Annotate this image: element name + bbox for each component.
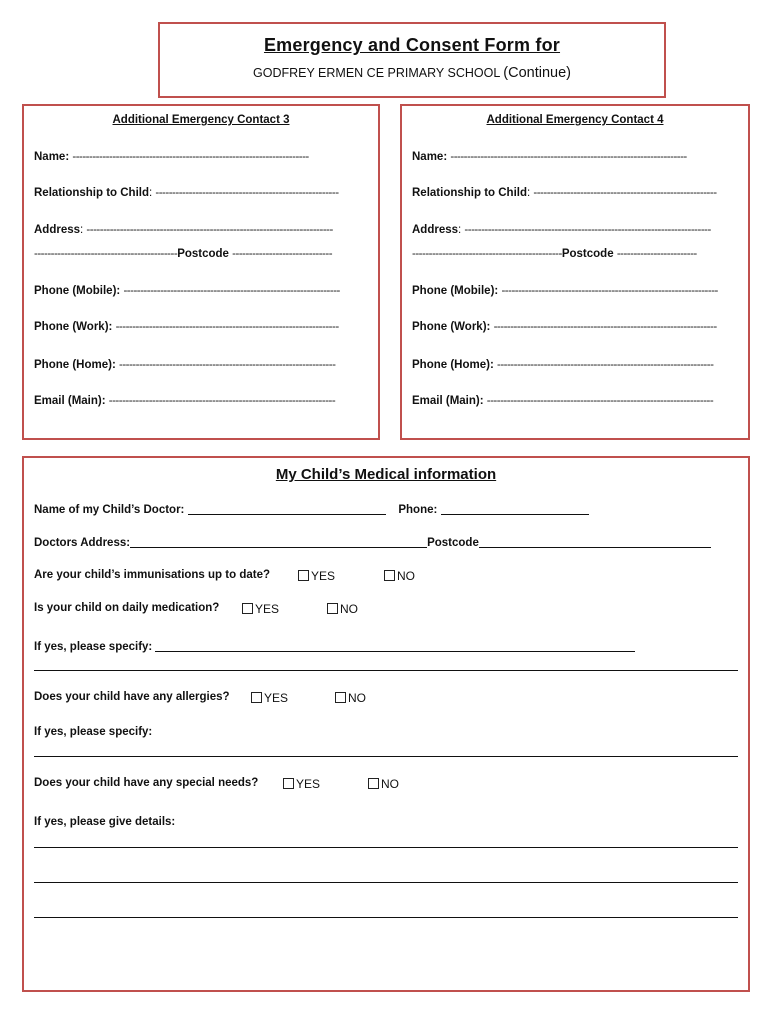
contact-4-name-field[interactable]: Name: -----------------------------------------------------------------------: [412, 151, 687, 163]
immunisations-row: [34, 569, 270, 581]
phone-mobile-label: Phone (Mobile):: [412, 285, 499, 297]
doctor-phone-input[interactable]: [441, 503, 589, 515]
contact-4-email-field[interactable]: Email (Main): --------------------------------------------------------------------: [412, 395, 714, 407]
doctors-address-row: [34, 536, 711, 549]
phone-work-label: Phone (Work):: [412, 321, 491, 333]
contact-4-address-field[interactable]: Address: --------------------------------------------------------------------------: [412, 224, 711, 236]
special-needs-question: Does your child have any special needs?: [34, 777, 259, 789]
allergies-question: Does your child have any allergies?: [34, 691, 230, 703]
yes-label: YES: [311, 569, 336, 583]
medication-row: [34, 602, 219, 614]
allergies-specify-row: [34, 726, 152, 738]
title-box: [158, 22, 666, 98]
contact-3-email-field[interactable]: Email (Main): --------------------------------------------------------------------: [34, 395, 336, 407]
contact-4-phone-home-field[interactable]: Phone (Home): -----------------------------------------------------------------: [412, 359, 714, 371]
allergies-yes-option[interactable]: [251, 691, 288, 705]
yes-label: YES: [255, 602, 280, 616]
immunisations-question: Are your child’s immunisations up to date?: [34, 569, 270, 581]
yes-label: YES: [264, 691, 289, 705]
checkbox-icon: [368, 778, 379, 789]
phone-home-label: Phone (Home):: [412, 359, 494, 371]
checkbox-icon: [251, 692, 262, 703]
school-line: [160, 65, 664, 81]
phone-work-label: Phone (Work):: [34, 321, 113, 333]
contact-4-heading: Additional Emergency Contact 4: [486, 114, 664, 126]
special-needs-row: [34, 777, 258, 789]
name-label: Name:: [34, 151, 70, 163]
school-name: GODFREY ERMEN CE PRIMARY SCHOOL: [253, 66, 500, 80]
relationship-label: Relationship to Child: [34, 187, 149, 199]
doctors-address-label: Doctors Address:: [34, 537, 131, 549]
no-label: NO: [397, 569, 415, 583]
allergies-specify-line[interactable]: [34, 756, 738, 757]
contact-4-phone-mobile-field[interactable]: Phone (Mobile): -----------------------------------------------------------------: [412, 285, 718, 297]
postcode-label: Postcode: [561, 248, 614, 260]
checkbox-icon: [283, 778, 294, 789]
emergency-contact-4-panel: [400, 104, 750, 440]
medication-specify-input[interactable]: [155, 640, 635, 652]
email-label: Email (Main):: [412, 395, 484, 407]
immunisations-no-option[interactable]: [384, 569, 415, 583]
contact-4-relationship-field[interactable]: Relationship to Child: -------------------------------------------------------: [412, 187, 717, 199]
contact-3-phone-home-field[interactable]: Phone (Home): -----------------------------------------------------------------: [34, 359, 336, 371]
doctor-name-label: Name of my Child’s Doctor:: [34, 504, 185, 516]
address-label: Address: [34, 224, 81, 236]
yes-label: YES: [296, 777, 321, 791]
allergies-specify-label: If yes, please specify:: [34, 726, 153, 738]
doctor-phone-label: Phone:: [398, 504, 438, 516]
contact-3-postcode-field[interactable]: -------------------------------------------Postcode ------------------------------: [34, 248, 333, 260]
doctor-name-row: [34, 503, 589, 516]
checkbox-icon: [335, 692, 346, 703]
doctor-name-input[interactable]: [188, 503, 386, 515]
no-label: NO: [348, 691, 366, 705]
checkbox-icon: [327, 603, 338, 614]
doctors-address-input[interactable]: [130, 536, 427, 548]
phone-mobile-label: Phone (Mobile):: [34, 285, 121, 297]
special-needs-no-option[interactable]: [368, 777, 399, 791]
special-needs-yes-option[interactable]: [283, 777, 320, 791]
medication-question: Is your child on daily medication?: [34, 602, 220, 614]
allergies-no-option[interactable]: [335, 691, 366, 705]
immunisations-yes-option[interactable]: [298, 569, 335, 583]
contact-3-relationship-field[interactable]: Relationship to Child: -------------------------------------------------------: [34, 187, 339, 199]
medication-specify-line[interactable]: [34, 670, 738, 671]
medication-specify-label: If yes, please specify:: [34, 641, 153, 653]
allergies-row: [34, 691, 230, 703]
checkbox-icon: [298, 570, 309, 581]
special-needs-details-row: [34, 816, 175, 828]
doctors-postcode-input[interactable]: [479, 536, 711, 548]
contact-4-postcode-field[interactable]: ---------------------------------------------Postcode ------------------------: [412, 248, 697, 260]
no-label: NO: [340, 602, 358, 616]
continue-label: (Continue): [503, 65, 571, 81]
contact-3-heading: Additional Emergency Contact 3: [112, 114, 290, 126]
phone-home-label: Phone (Home):: [34, 359, 116, 371]
contact-3-name-field[interactable]: Name: -----------------------------------------------------------------------: [34, 151, 309, 163]
contact-3-address-field[interactable]: Address: --------------------------------------------------------------------------: [34, 224, 333, 236]
name-label: Name:: [412, 151, 448, 163]
special-needs-details-label: If yes, please give details:: [34, 816, 176, 828]
details-line-2[interactable]: [34, 882, 738, 883]
medication-yes-option[interactable]: [242, 602, 279, 616]
doctors-postcode-label: Postcode: [427, 537, 479, 549]
form-title: Emergency and Consent Form for: [263, 35, 561, 55]
checkbox-icon: [384, 570, 395, 581]
medical-heading: My Child’s Medical information: [275, 466, 497, 483]
medical-information-panel: [22, 456, 750, 992]
no-label: NO: [381, 777, 399, 791]
contact-3-phone-mobile-field[interactable]: Phone (Mobile): -----------------------------------------------------------------: [34, 285, 340, 297]
medication-no-option[interactable]: [327, 602, 358, 616]
medication-specify-row: [34, 640, 635, 653]
contact-4-phone-work-field[interactable]: Phone (Work): -------------------------------------------------------------------: [412, 321, 717, 333]
contact-3-phone-work-field[interactable]: Phone (Work): -------------------------------------------------------------------: [34, 321, 339, 333]
address-label: Address: [412, 224, 459, 236]
relationship-label: Relationship to Child: [412, 187, 527, 199]
checkbox-icon: [242, 603, 253, 614]
email-label: Email (Main):: [34, 395, 106, 407]
postcode-label: Postcode: [177, 248, 229, 260]
details-line-1[interactable]: [34, 847, 738, 848]
emergency-contact-3-panel: [22, 104, 380, 440]
details-line-3[interactable]: [34, 917, 738, 918]
